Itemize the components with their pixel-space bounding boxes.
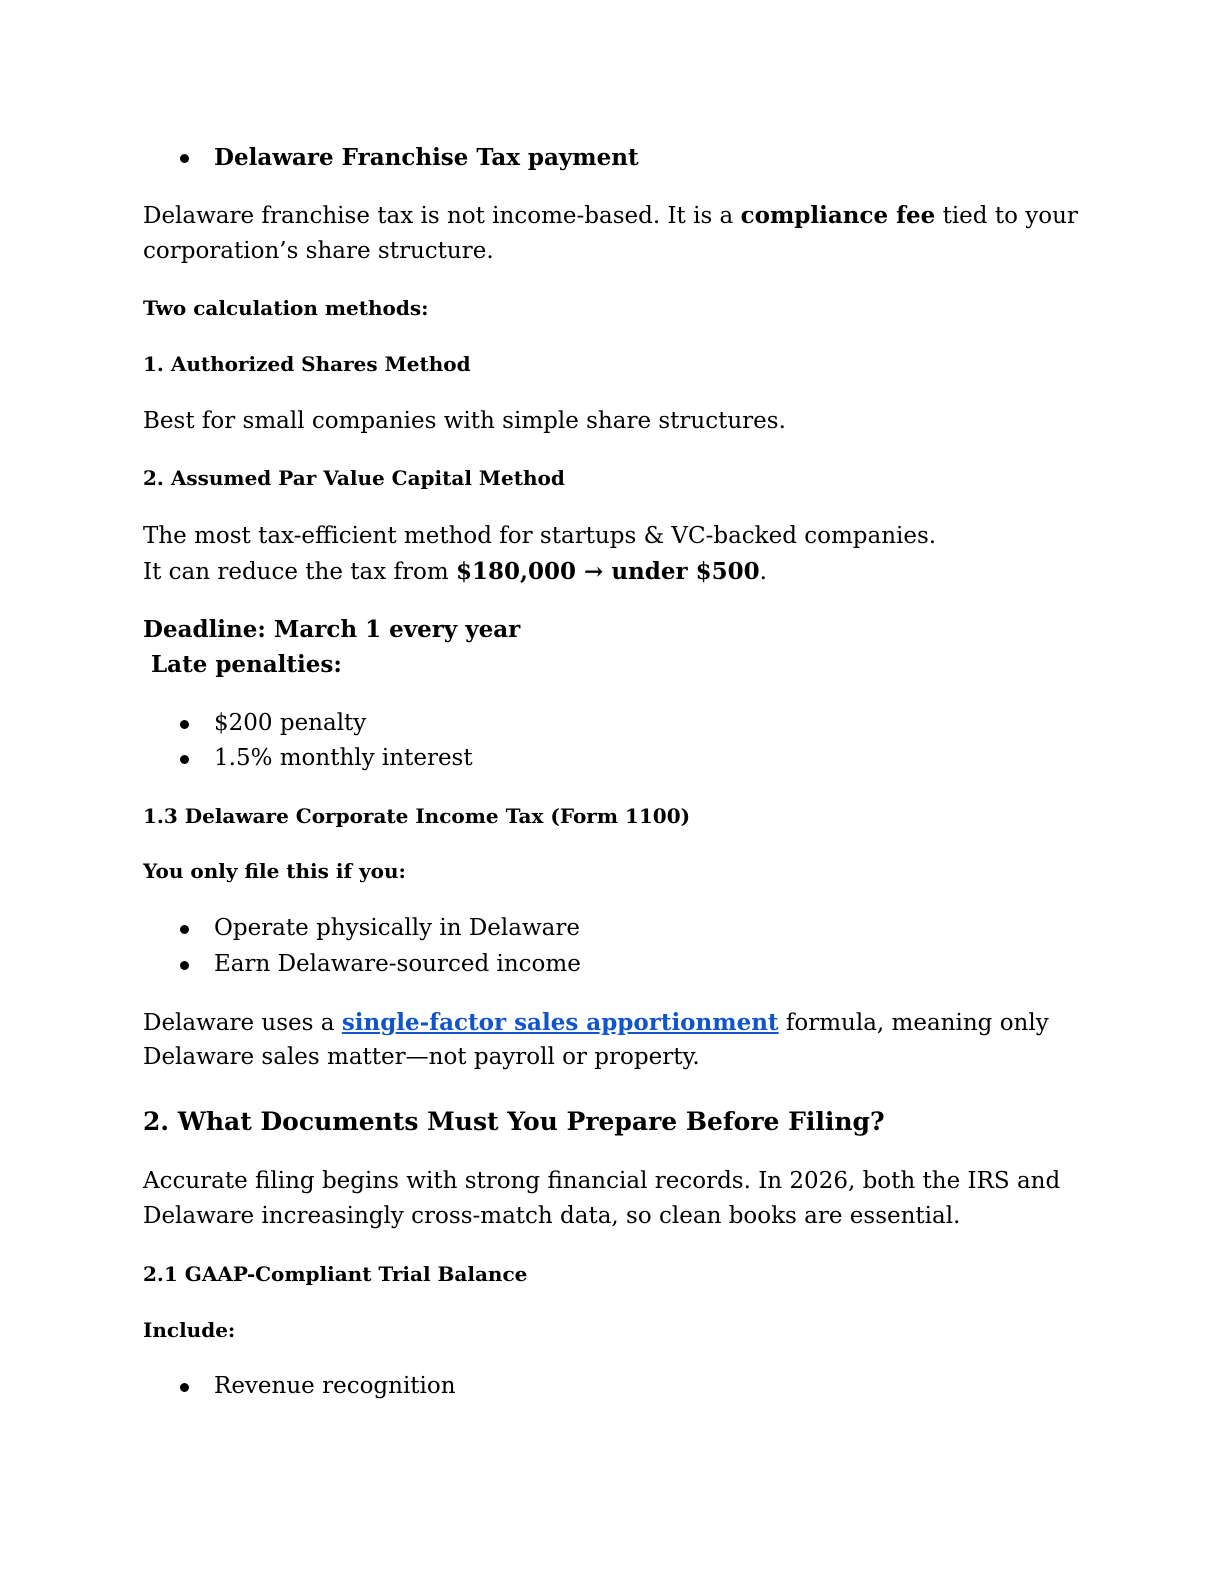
bullet-dot <box>180 1383 189 1392</box>
section2-heading: 2. What Documents Must You Prepare Before Filing? <box>143 1107 885 1136</box>
bullet-dot <box>180 925 189 934</box>
section2-line-1: Accurate filing begins with strong financial records. In 2026, both the IRS and <box>143 1168 1061 1194</box>
penalty-item: 1.5% monthly interest <box>214 745 473 771</box>
method1-text: Best for small companies with simple share structures. <box>143 408 786 434</box>
apportionment-line-1: Delaware uses a single-factor sales apportionment formula, meaning only <box>143 1009 1049 1036</box>
income-tax-heading: 1.3 Delaware Corporate Income Tax (Form 1100) <box>143 804 691 828</box>
bullet-dot <box>180 154 189 163</box>
bullet-dot <box>180 755 189 764</box>
method2-line-2: It can reduce the tax from $180,000 → under $500. <box>143 558 767 585</box>
include-item: Revenue recognition <box>214 1373 456 1399</box>
include-heading: Include: <box>143 1318 236 1342</box>
trial-balance-heading: 2.1 GAAP-Compliant Trial Balance <box>143 1262 528 1286</box>
method2-line-1: The most tax-efficient method for startups & VC-backed companies. <box>143 523 937 549</box>
bullet-dot <box>180 720 189 729</box>
franchise-tax-bullet: Delaware Franchise Tax payment <box>214 144 639 171</box>
apportionment-line-2: Delaware sales matter—not payroll or property. <box>143 1044 700 1070</box>
bullet-dot <box>180 961 189 970</box>
deadline-text: Deadline: March 1 every year <box>143 616 521 643</box>
method2-heading: 2. Assumed Par Value Capital Method <box>143 466 565 490</box>
intro-line-1: Delaware franchise tax is not income-based. It is a compliance fee tied to your <box>143 202 1078 229</box>
section2-line-2: Delaware increasingly cross-match data, so clean books are essential. <box>143 1203 961 1229</box>
income-tax-subheading: You only file this if you: <box>143 859 406 883</box>
penalty-item: $200 penalty <box>214 710 367 736</box>
method1-heading: 1. Authorized Shares Method <box>143 352 471 376</box>
late-penalties-heading: Late penalties: <box>143 651 342 678</box>
intro-line-2: corporation’s share structure. <box>143 238 494 264</box>
condition-item: Operate physically in Delaware <box>214 915 580 941</box>
condition-item: Earn Delaware-sourced income <box>214 951 581 977</box>
methods-heading: Two calculation methods: <box>143 296 429 320</box>
apportionment-link[interactable]: single-factor sales apportionment <box>341 1009 779 1036</box>
